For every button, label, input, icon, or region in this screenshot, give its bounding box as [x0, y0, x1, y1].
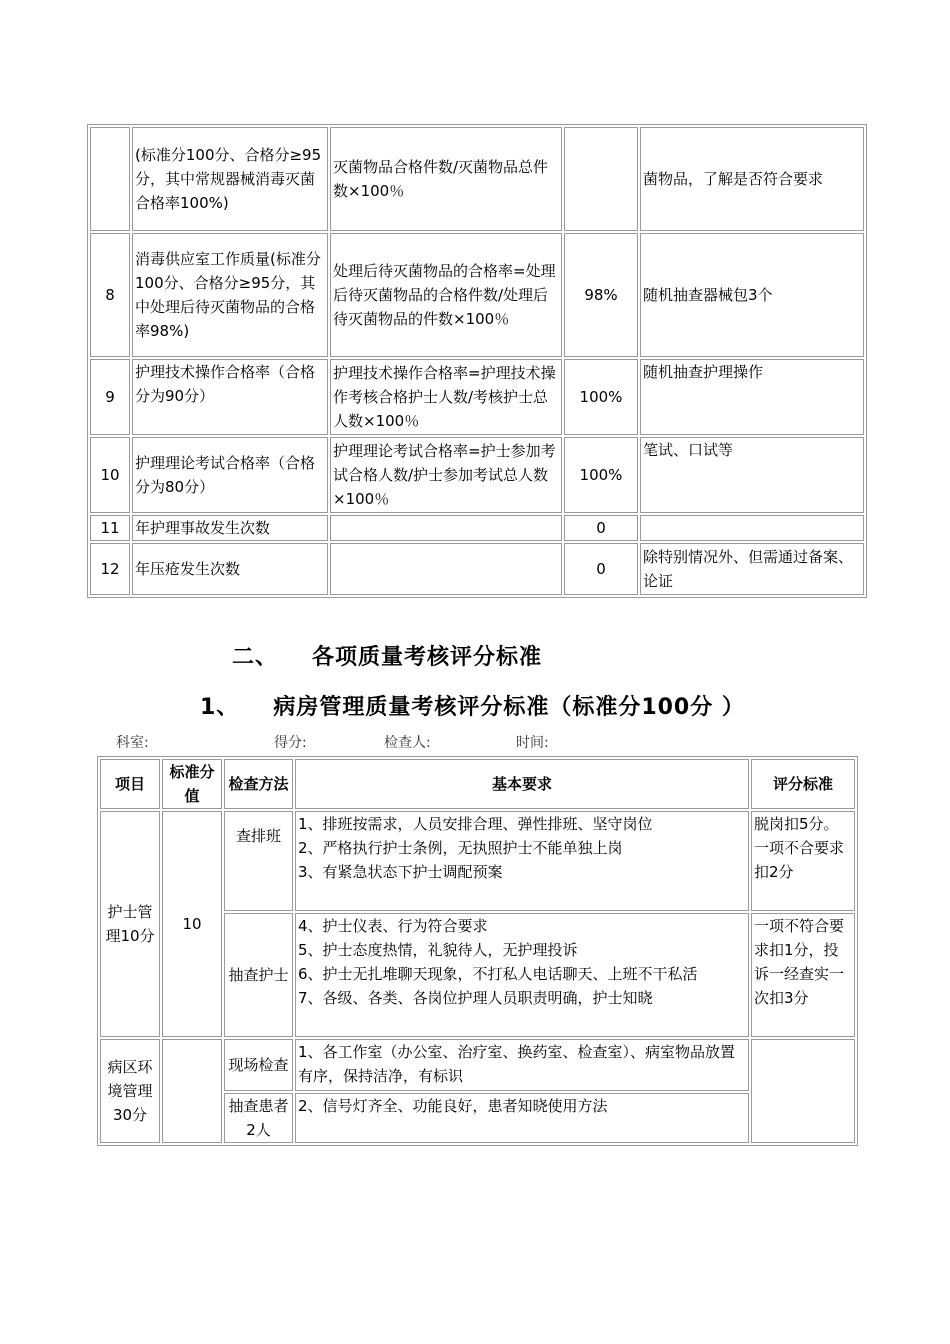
requirement-item: 7、各级、各类、各岗位护理人员职责明确，护士知晓	[298, 989, 653, 1007]
requirement-item: 2、严格执行护士条例，无执照护士不能单独上岗	[298, 839, 623, 857]
indicator-name: 护理理论考试合格率（合格分为80分）	[132, 437, 328, 513]
scoring-rule: 脱岗扣5分。一项不合要求扣2分	[751, 811, 855, 911]
check-method: 随机抽查护理操作	[640, 359, 864, 435]
requirement-item: 1、排班按需求，人员安排合理、弹性排班、坚守岗位	[298, 815, 653, 833]
requirement-item: 1、各工作室（办公室、治疗室、换药室、检查室）、病室物品放置有序，保持洁净，有标识	[295, 1039, 749, 1091]
dept-label: 科室:	[116, 735, 149, 751]
requirements-list	[295, 913, 749, 1037]
requirement-item: 5、护士态度热情，礼貌待人，无护理投诉	[298, 941, 578, 959]
std-score: 10	[162, 811, 222, 1037]
method-check-nurses: 抽查护士	[224, 913, 293, 1037]
table-row	[90, 437, 864, 513]
col-header-method: 检查方法	[224, 759, 293, 809]
indicator-formula: 灭菌物品合格件数/灭菌物品总件数×100％	[330, 127, 562, 231]
method-check-schedule: 查排班	[224, 811, 293, 911]
subsection-heading	[200, 690, 745, 721]
indicator-name: 消毒供应室工作质量(标准分100分、合格分≥95分，其中处理后待灭菌物品的合格率98%)	[132, 233, 328, 357]
std-score	[162, 1039, 222, 1143]
requirement-item: 2、信号灯齐全、功能良好，患者知晓使用方法	[295, 1093, 749, 1143]
check-method: 笔试、口试等	[640, 437, 864, 513]
check-method: 菌物品，了解是否符合要求	[640, 127, 864, 231]
indicator-formula: 护理技术操作合格率=护理技术操作考核合格护士人数/考核护士总人数×100％	[330, 359, 562, 435]
col-header-scoring: 评分标准	[751, 759, 855, 809]
subsection-title: 病房管理质量考核评分标准（标准分100分 ）	[273, 695, 745, 720]
row-number	[90, 127, 130, 231]
section-title: 各项质量考核评分标准	[312, 645, 543, 670]
indicator-formula: 护理理论考试合格率=护士参加考试合格人数/护士参加考试总人数×100％	[330, 437, 562, 513]
check-method	[640, 515, 864, 541]
indicator-target: 100%	[564, 359, 638, 435]
scoring-rule: 一项不符合要求扣1分，投诉一经查实一次扣3分	[751, 913, 855, 1037]
table-row	[90, 233, 864, 357]
table-row	[90, 127, 864, 231]
row-number: 8	[90, 233, 130, 357]
table-row	[90, 543, 864, 595]
table-header-row	[100, 759, 855, 809]
indicator-target	[564, 127, 638, 231]
requirement-item: 4、护士仪表、行为符合要求	[298, 917, 488, 935]
indicator-target: 98%	[564, 233, 638, 357]
item-nurse-management: 护士管理10分	[100, 811, 160, 1037]
indicator-name: (标准分100分、合格分≥95分，其中常规器械消毒灭菌合格率100%)	[132, 127, 328, 231]
score-label: 得分:	[274, 735, 307, 751]
inspector-label: 检查人:	[384, 735, 431, 751]
indicator-target: 100%	[564, 437, 638, 513]
row-number: 9	[90, 359, 130, 435]
table-row	[100, 1039, 855, 1091]
indicator-formula	[330, 543, 562, 595]
row-number: 11	[90, 515, 130, 541]
scoring-rule	[751, 1039, 855, 1143]
requirements-list	[295, 811, 749, 911]
section-number: 二、	[231, 645, 278, 670]
ward-scoring-table	[97, 756, 858, 1146]
indicator-formula	[330, 515, 562, 541]
col-header-std: 标准分值	[162, 759, 222, 809]
indicator-name: 年压疮发生次数	[132, 543, 328, 595]
check-method: 随机抽查器械包3个	[640, 233, 864, 357]
subsection-number: 1、	[200, 695, 240, 720]
quality-indicator-table	[87, 124, 867, 598]
indicator-name: 护理技术操作合格率（合格分为90分）	[132, 359, 328, 435]
requirement-item: 3、有紧急状态下护士调配预案	[298, 863, 503, 881]
time-label: 时间:	[516, 735, 549, 751]
check-method: 除特别情况外、但需通过备案、论证	[640, 543, 864, 595]
requirement-item: 6、护士无扎堆聊天现象，不打私人电话聊天、上班不干私活	[298, 965, 698, 983]
section-heading	[0, 640, 950, 671]
table-row	[100, 811, 855, 911]
row-number: 12	[90, 543, 130, 595]
indicator-target: 0	[564, 543, 638, 595]
method-onsite-check: 现场检查	[224, 1039, 293, 1091]
indicator-name: 年护理事故发生次数	[132, 515, 328, 541]
indicator-target: 0	[564, 515, 638, 541]
method-check-patients: 抽查患者2人	[224, 1093, 293, 1143]
col-header-requirements: 基本要求	[295, 759, 749, 809]
table-row	[90, 515, 864, 541]
table-row	[90, 359, 864, 435]
indicator-formula: 处理后待灭菌物品的合格率=处理后待灭菌物品的合格件数/处理后待灭菌物品的件数×100％	[330, 233, 562, 357]
col-header-item: 项目	[100, 759, 160, 809]
item-ward-environment: 病区环境管理30分	[100, 1039, 160, 1143]
row-number: 10	[90, 437, 130, 513]
